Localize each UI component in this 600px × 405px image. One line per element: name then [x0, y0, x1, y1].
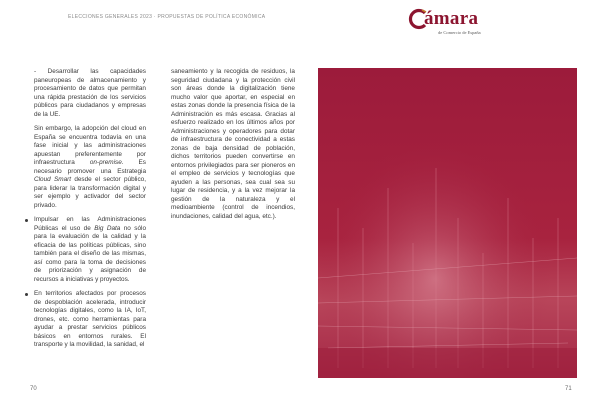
- bullet-big-data: Impulsar en las Administraciones Públicas el uso de Big Data no sólo para la evaluación de la calidad y la eficacia de las políticas públicas, sino también para el diseño de las mismas, así como para la toma de decisiones de priorización y asignación de recursos a iniciativas y proyectos.: [22, 216, 146, 284]
- running-header: ELECCIONES GENERALES 2023 · PROPUESTAS DE POLÍTICA ECONÓMICA: [68, 14, 266, 20]
- paragraph-capacidades: - Desarrollar las capacidades paneuropeas de almacenamiento y procesamiento de datos que permitan una rápida prestación de los servicios públicos para ciudadanos y empresas de la UE.: [34, 68, 146, 118]
- logo-subtitle: de Comercio de España: [438, 30, 481, 35]
- city-photo-tinted: [318, 68, 577, 378]
- city-lights-image: [318, 68, 577, 378]
- middle-column: [171, 68, 295, 227]
- page-number-left: 70: [30, 386, 37, 392]
- left-column: [22, 68, 146, 356]
- logo-word: ámara: [424, 8, 479, 29]
- paragraph-cloud: Sin embargo, la adopción del cloud en España se encuentra todavía en una fase inicial y las administraciones apuestan preferentemente por infraestructura on-premise. Es necesario promover una Estrategia Cloud Smart desde el sector público, para liderar la transformación digital y ser ejemplo y activador del sector privado.: [34, 125, 147, 209]
- bullet-dot-icon: [25, 293, 28, 296]
- paragraph-saneamiento: saneamiento y la recogida de residuos, la seguridad ciudadana y la protección civil son áreas donde la digitalización tiene mucho valor que aportar, en especial en estas zonas donde la presencia física de la Administración es más escasa. Gracias al esfuerzo realizado en los últimos años por Administraciones y operadores para dotar de infraestructura de conectividad a estas zonas de baja densidad de población, dichos territorios pueden convertirse en entornos privilegiados para ser pioneros en el empleo de servicios y tecnologías que ayuden a las personas, sea cual sea su lugar de residencia, y a la vez mejorar la gestión de la naturaleza y el medioambiente (control de incendios, inundaciones, calidad del agua, etc.).: [171, 68, 295, 220]
- bullet-territorios: En territorios afectados por procesos de despoblación acelerada, introducir tecnologías digitales, como la IA, IoT, drones, etc. como herramientas para ayudar a prestar servicios públicos básicos en entornos rurales. El transporte y la movilidad, la sanidad, el: [22, 290, 146, 350]
- camara-logo: [408, 6, 488, 36]
- page-number-right: 71: [565, 386, 572, 392]
- bullet-dot-icon: [25, 219, 28, 222]
